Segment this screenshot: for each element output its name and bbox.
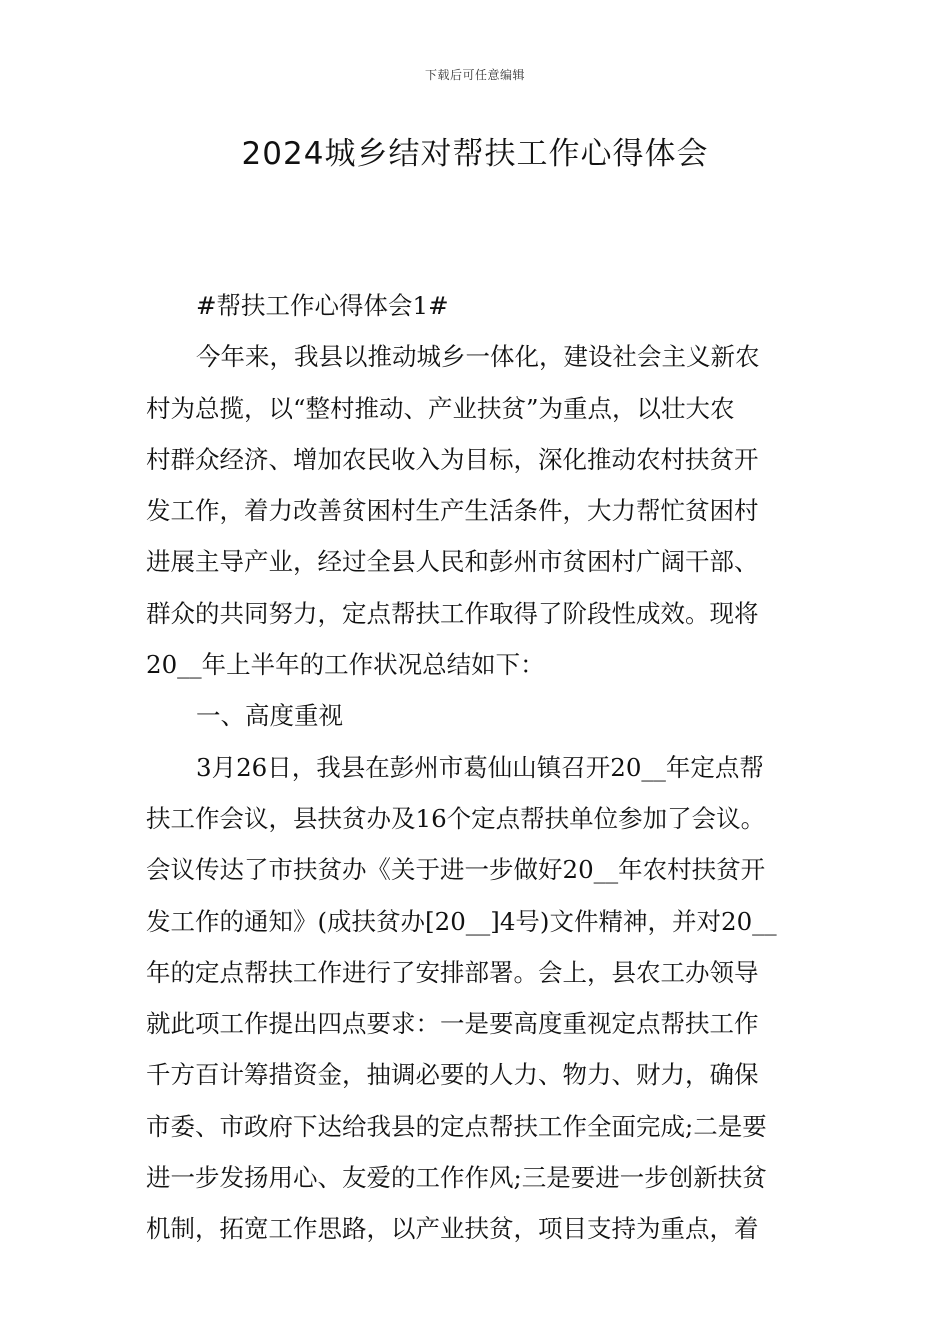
body-line: 村群众经济、增加农民收入为目标，深化推动农村扶贫开 [146,444,759,474]
body-line: 千方百计筹措资金，抽调必要的人力、物力、财力，确保 [146,1060,759,1090]
document-body [146,280,816,1255]
document-title: 2024城乡结对帮扶工作心得体会 [241,136,709,172]
body-line: 发工作，着力改善贫困村生产生活条件，大力帮忙贫困村 [146,496,759,526]
body-line: 进一步发扬用心、友爱的工作作风;三是要进一步创新扶贫 [146,1163,767,1193]
body-line: 进展主导产业，经过全县人民和彭州市贫困村广阔干部、 [146,547,759,577]
body-line: #帮扶工作心得体会1# [196,291,449,320]
body-line: 机制，拓宽工作思路，以产业扶贫，项目支持为重点，着 [146,1214,759,1244]
header-note: 下载后可任意编辑 [424,68,525,82]
body-line: 村为总揽，以“整村推动、产业扶贫”为重点，以壮大农 [146,393,735,423]
section-heading: 一、高度重视 [196,701,343,731]
body-line: 市委、市政府下达给我县的定点帮扶工作全面完成;二是要 [146,1111,767,1141]
body-line: 群众的共同努力，定点帮扶工作取得了阶段性成效。现将 [146,598,759,628]
body-line: 年的定点帮扶工作进行了安排部署。会上，县农工办领导 [146,957,759,987]
body-line: 扶工作会议，县扶贫办及16个定点帮扶单位参加了会议。 [146,803,766,833]
body-line: 20__年上半年的工作状况总结如下： [146,650,545,680]
body-line: 发工作的通知》(成扶贫办[20__]4号)文件精神，并对20__ [146,906,777,936]
body-line: 会议传达了市扶贫办《关于进一步做好20__年农村扶贫开 [146,855,766,885]
body-line: 今年来，我县以推动城乡一体化，建设社会主义新农 [196,342,760,372]
body-line: 就此项工作提出四点要求：一是要高度重视定点帮扶工作 [146,1009,759,1039]
body-line: 3月26日，我县在彭州市葛仙山镇召开20__年定点帮 [196,752,764,782]
